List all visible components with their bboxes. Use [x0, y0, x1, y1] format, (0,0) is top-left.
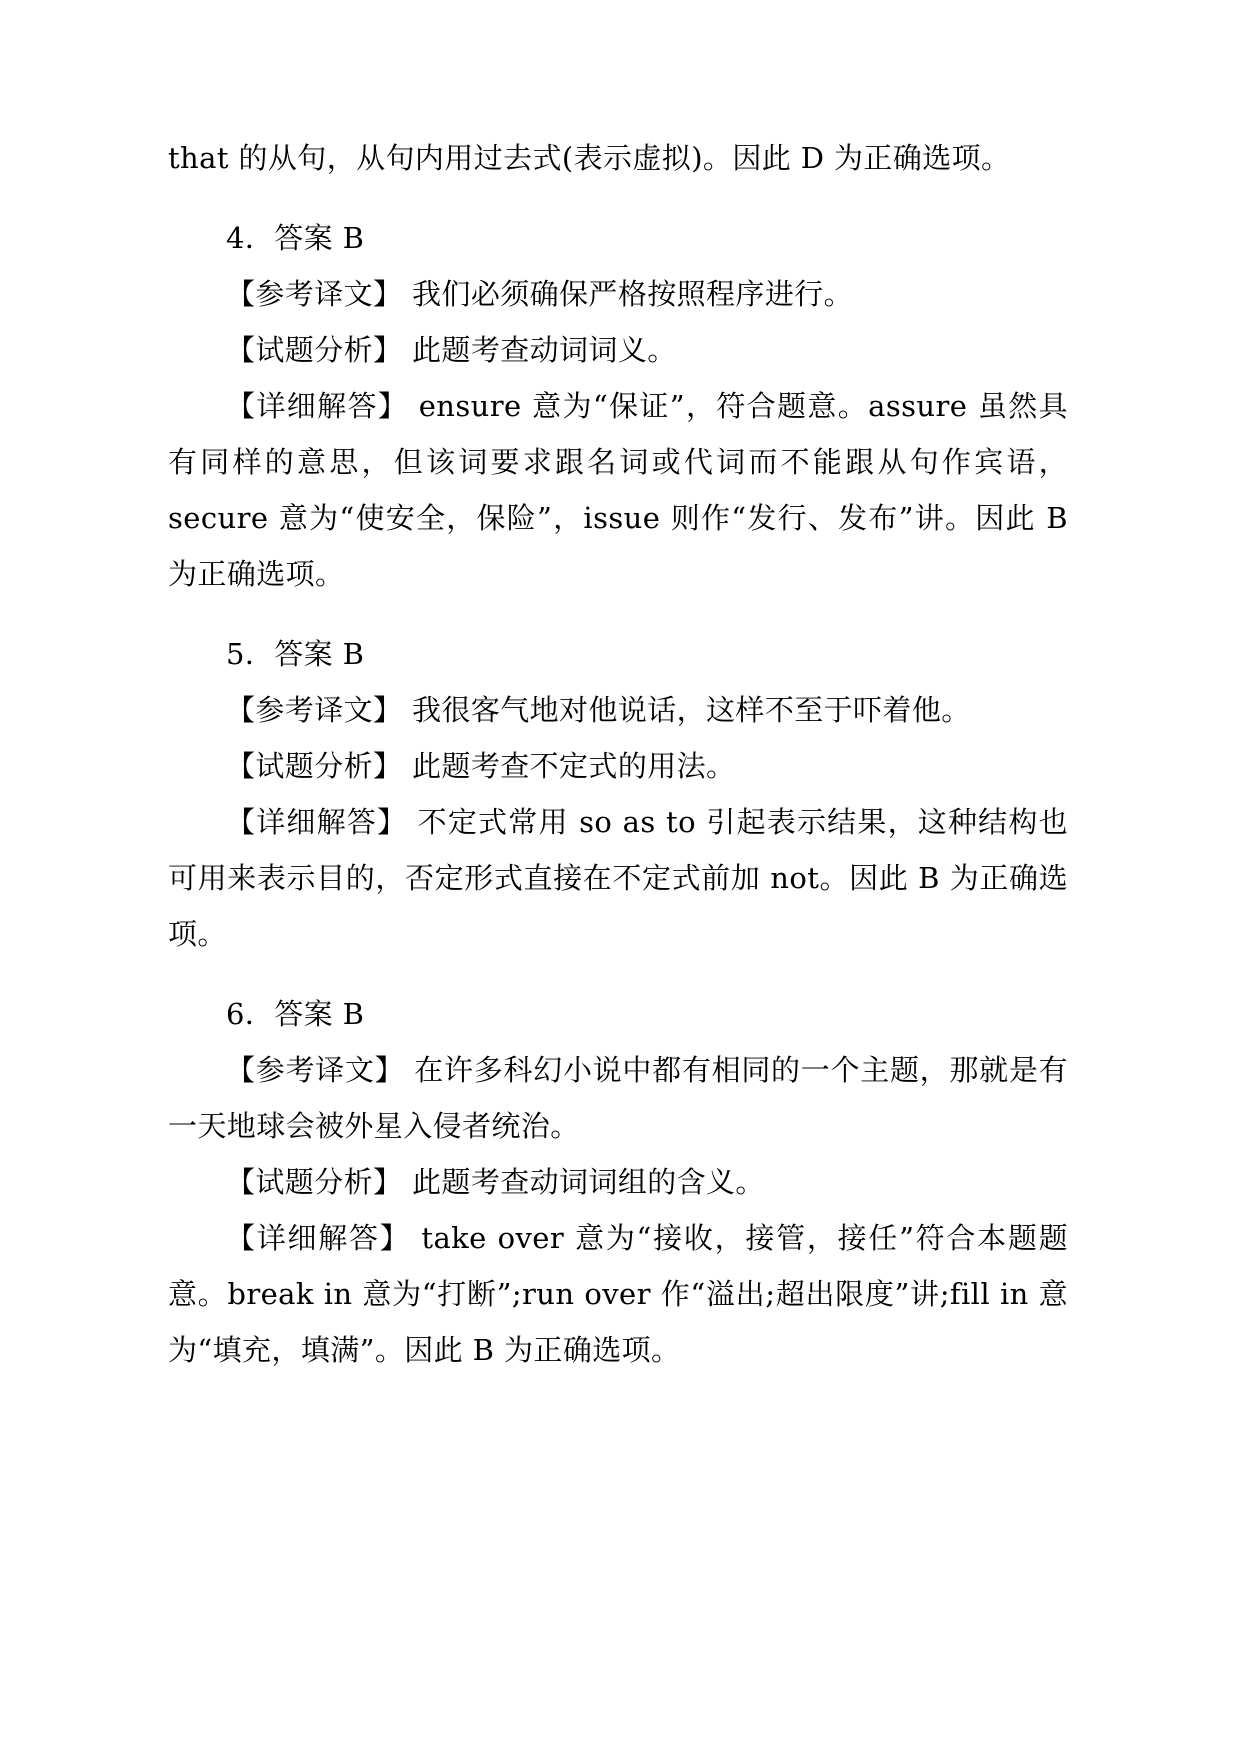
paragraph-item-4-detail: 【详细解答】 ensure 意为“保证”，符合题意。assure 虽然具有同样的意思，但该词要求跟名词或代词而不能跟从句作宾语，secure 意为“使安全，保险”，issue 则作“发行、发布”讲。因此 B 为正确选项。 — [168, 389, 1068, 591]
paragraph-item-6-analysis: 【试题分析】 此题考查动词词组的含义。 — [226, 1165, 765, 1199]
paragraph-item-5-detail: 【详细解答】 不定式常用 so as to 引起表示结果，这种结构也可用来表示目的，否定形式直接在不定式前加 not。因此 B 为正确选项。 — [168, 805, 1068, 951]
paragraph-item-5-answer: 5．答案 B — [226, 637, 365, 671]
paragraph-item-6-detail: 【详细解答】 take over 意为“接收，接管，接任”符合本题题意。break in 意为“打断”;run over 作“溢出;超出限度”讲;fill in 意为“填充，填满”。因此 B 为正确选项。 — [168, 1221, 1068, 1367]
paragraph-item-6-translation: 【参考译文】 在许多科幻小说中都有相同的一个主题，那就是有一天地球会被外星入侵者统治。 — [168, 1053, 1068, 1143]
document-body — [168, 130, 1068, 1378]
paragraph-item-6-answer: 6．答案 B — [226, 997, 365, 1031]
paragraph-item-5-translation: 【参考译文】 我很客气地对他说话，这样不至于吓着他。 — [226, 693, 971, 727]
paragraph-item-4-translation: 【参考译文】 我们必须确保严格按照程序进行。 — [226, 277, 854, 311]
paragraph-item-5-analysis: 【试题分析】 此题考查不定式的用法。 — [226, 749, 736, 783]
paragraph-continuation-q3: that 的从句，从句内用过去式(表示虚拟)。因此 D 为正确选项。 — [168, 141, 1011, 175]
paragraph-item-4-answer: 4．答案 B — [226, 221, 365, 255]
paragraph-item-4-analysis: 【试题分析】 此题考查动词词义。 — [226, 333, 677, 367]
